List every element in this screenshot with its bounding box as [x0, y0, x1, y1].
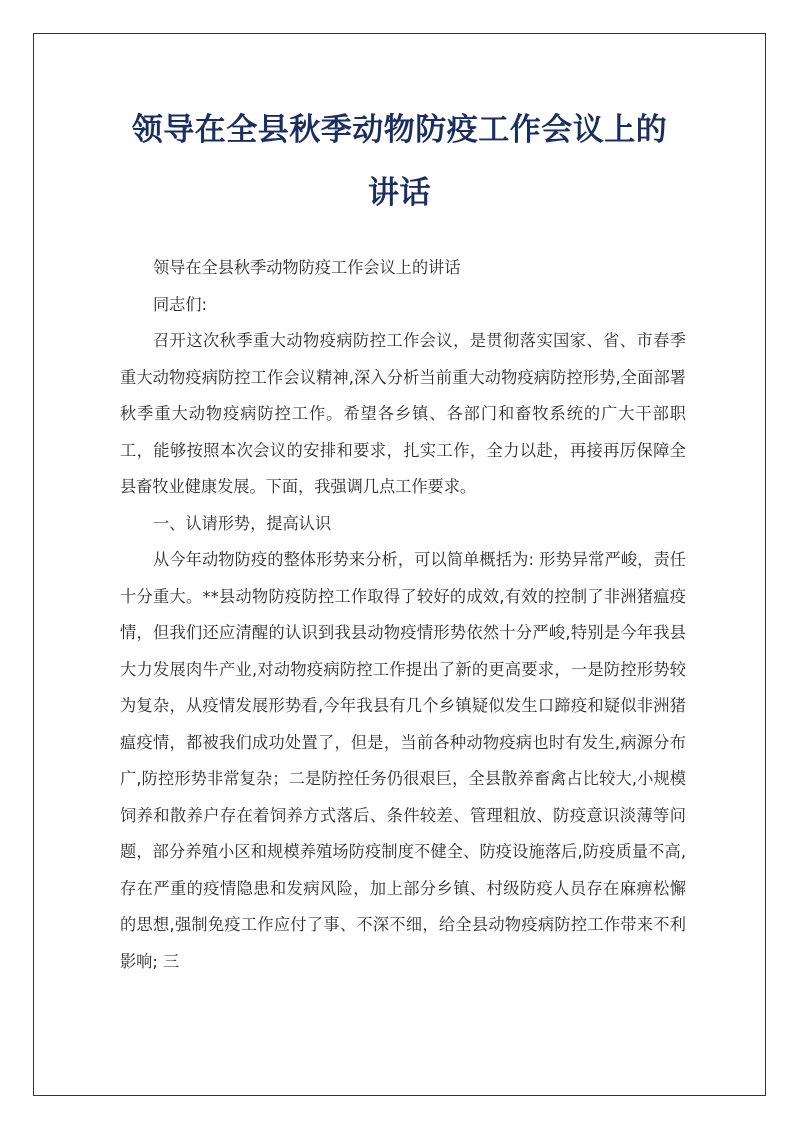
subtitle-paragraph: 领导在全县秋季动物防疫工作会议上的讲话 — [153, 258, 461, 277]
section-heading-1: 一、认请形势，提高认识 — [153, 513, 332, 533]
intro-paragraph: 召开这次秋季重大动物疫病防控工作会议，是贯彻落实国家、省、市春季重大动物疫病防控工作会议精神,深入分析当前重大动物疫病防控形势,全面部署秋季重大动物疫病防控工作。希望各乡镇、各部门和畜牧系统的广大干部职工，能够按照本次会议的安排和要求，扎实工作，全力以赴，再接再厉保障全县畜牧业健康发展。下面，我强调几点工作要求。 — [120, 331, 686, 496]
situation-paragraph: 从今年动物防疫的整体形势来分析，可以简单概括为: 形势异常严峻，责任十分重大。**县动物防疫防控工作取得了较好的成效,有效的控制了非洲猪瘟疫情，但我们还应清醒的认识到我县动物疫情形势依然十分严峻,特别是今年我县大力发展肉牛产业,对动物疫病防控工作提出了新的更高要求，一是防控形势较为复杂，从疫情发展形势看,今年我县有几个乡镇疑似发生口蹄疫和疑似非洲猪瘟疫情，都被我们成功处置了，但是，当前各种动物疫病也时有发生,病源分布广,防控形势非常复杂；二是防控任务仍很艰巨，全县散养畜禽占比较大,小规模饲养和散养户存在着饲养方式落后、条件较差、管理粗放、防疫意识淡薄等问题，部分养殖小区和规模养殖场防疫制度不健全、防疫设施落后,防疫质量不高,存在严重的疫情隐患和发病风险，加上部分乡镇、村级防疫人员存在麻痹松懈的思想,强制免疫工作应付了事、不深不细，给全县动物疫病防控工作带来不利影响; 三 — [120, 550, 686, 971]
document-body — [120, 250, 686, 980]
salutation-paragraph: 同志们: — [153, 294, 208, 314]
document-title-line-1: 领导在全县秋季动物防疫工作会议上的 — [131, 112, 668, 148]
document-title-line-2: 讲话 — [368, 175, 431, 211]
